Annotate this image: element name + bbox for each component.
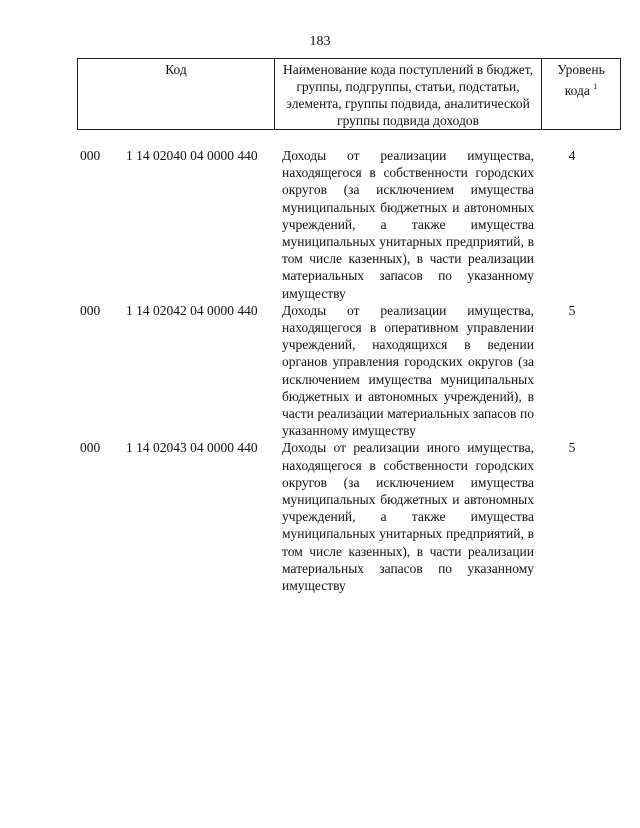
table-row bbox=[80, 147, 610, 302]
revenue-name: Доходы от реализации имущества, находящегося в оперативном управлении учреждений, находящихся в ведении органов управления городских округов (за исключением имущества муниципальных бюджетных и автономных учреждений), в части реализации материальных запасов по указанному имуществу bbox=[282, 302, 534, 439]
code-level: 4 bbox=[568, 148, 576, 163]
revenue-code: 1 14 02040 04 0000 440 bbox=[126, 148, 258, 163]
table-header bbox=[77, 58, 621, 130]
revenue-name: Доходы от реализации имущества, находящегося в собственности городских округов (за исключением имущества муниципальных бюджетных и автономных учреждений, а также имущества муниципальных унитарных предприятий, в том числе казенных), в части реализации материальных запасов по указанному имуществу bbox=[282, 148, 534, 301]
admin-code: 000 bbox=[80, 440, 101, 456]
table-body bbox=[80, 147, 610, 594]
code-level: 5 bbox=[568, 302, 576, 318]
table-row bbox=[80, 302, 610, 440]
code-level: 5 bbox=[568, 440, 576, 456]
table-row bbox=[80, 439, 610, 594]
revenue-code: 1 14 02043 04 0000 440 bbox=[126, 440, 258, 456]
header-code: Код bbox=[78, 59, 275, 130]
header-name: Наименование кода поступлений в бюджет, группы, подгруппы, статьи, подстатьи, элемента, группы подвида, аналитической группы подвида доходов bbox=[275, 59, 542, 130]
revenue-name: Доходы от реализации иного имущества, находящегося в собственности городских округов (за исключением имущества муниципальных бюджетных и автономных учреждений, а также имущества муниципальных унитарных предприятий, в том числе казенных), в части реализации материальных запасов по указанному имуществу bbox=[282, 440, 534, 594]
admin-code: 000 bbox=[80, 302, 101, 318]
page-number: 183 bbox=[309, 34, 331, 49]
footnote-marker: 1 bbox=[593, 82, 598, 91]
admin-code: 000 bbox=[80, 148, 101, 163]
header-level-label: Уровень кода bbox=[557, 62, 605, 98]
header-level bbox=[542, 59, 621, 130]
revenue-code: 1 14 02042 04 0000 440 bbox=[126, 302, 258, 318]
